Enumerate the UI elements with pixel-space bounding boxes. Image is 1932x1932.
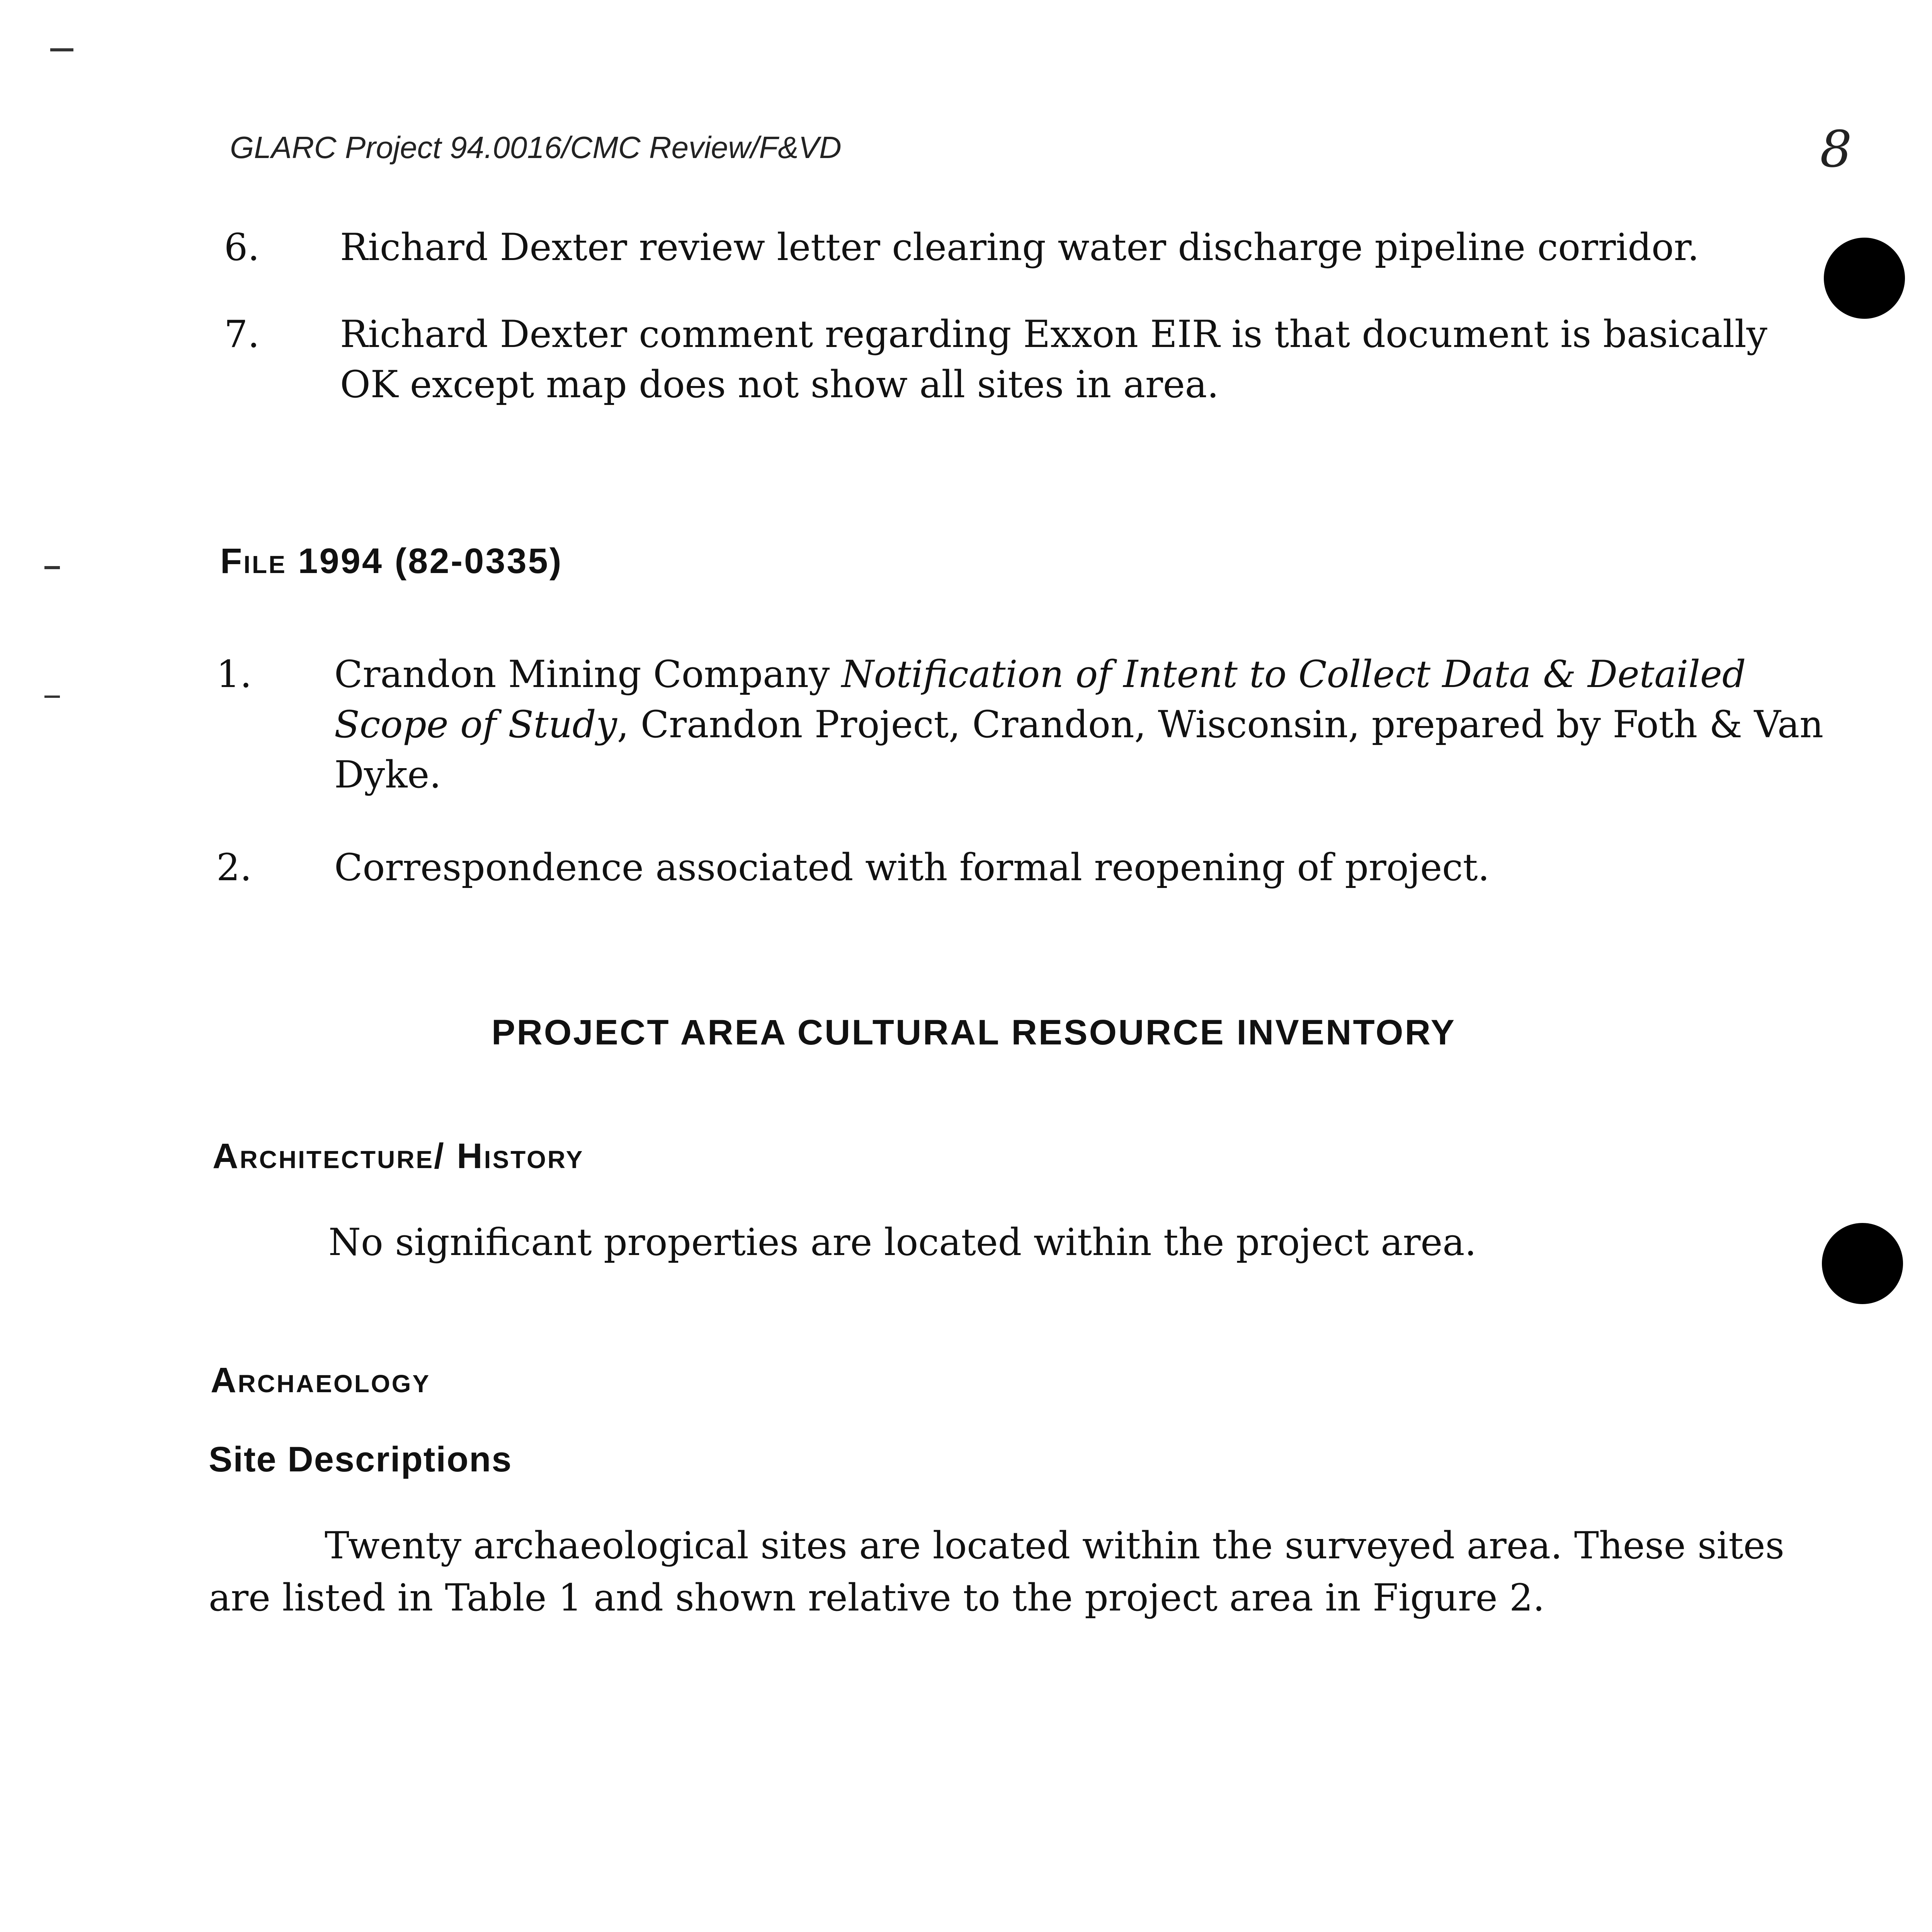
list-item-number: 6. [224,226,260,269]
header-project-ref: GLARC Project 94.0016/CMC Review/F&VD [230,130,842,165]
list-item-text: Dyke. [334,753,441,796]
list-item-number: 1. [216,653,252,696]
section-title: PROJECT AREA CULTURAL RESOURCE INVENTORY [492,1013,1456,1052]
punch-hole [1822,1223,1903,1304]
scan-mark [44,566,60,569]
scan-mark [44,696,60,698]
page-number: 8 [1820,120,1852,179]
paragraph-line: are listed in Table 1 and shown relative to the project area in Figure 2. [209,1576,1545,1619]
list-item-text [334,699,1823,750]
list-item-text [334,649,1746,699]
list-item-number: 2. [216,846,252,889]
punch-hole [1824,238,1905,319]
architecture-text: No significant properties are located within the project area. [328,1221,1477,1264]
italic-title: Notification of Intent to Collect Data & Detailed [841,653,1746,696]
list-item-text: OK except map does not show all sites in area. [340,363,1219,406]
list-item-text: Richard Dexter comment regarding Exxon EIR is that document is basically [340,313,1767,356]
paragraph-line: Twenty archaeological sites are located within the surveyed area. These sites [325,1524,1784,1567]
list-item-text: Correspondence associated with formal reopening of project. [334,846,1490,889]
plain-text: Crandon Mining Company [334,653,842,696]
list-item-text: Richard Dexter review letter clearing water discharge pipeline corridor. [340,226,1699,269]
scan-mark [50,48,73,51]
archaeology-heading: Archaeology [211,1361,431,1400]
site-descriptions-heading: Site Descriptions [209,1440,512,1479]
list-item-number: 7. [224,313,260,356]
italic-title: Scope of Study [334,703,617,746]
file-heading: File 1994 (82-0335) [220,541,563,581]
architecture-heading: Architecture/ History [213,1136,584,1176]
plain-text: , Crandon Project, Crandon, Wisconsin, prepared by Foth & Van [617,703,1824,746]
